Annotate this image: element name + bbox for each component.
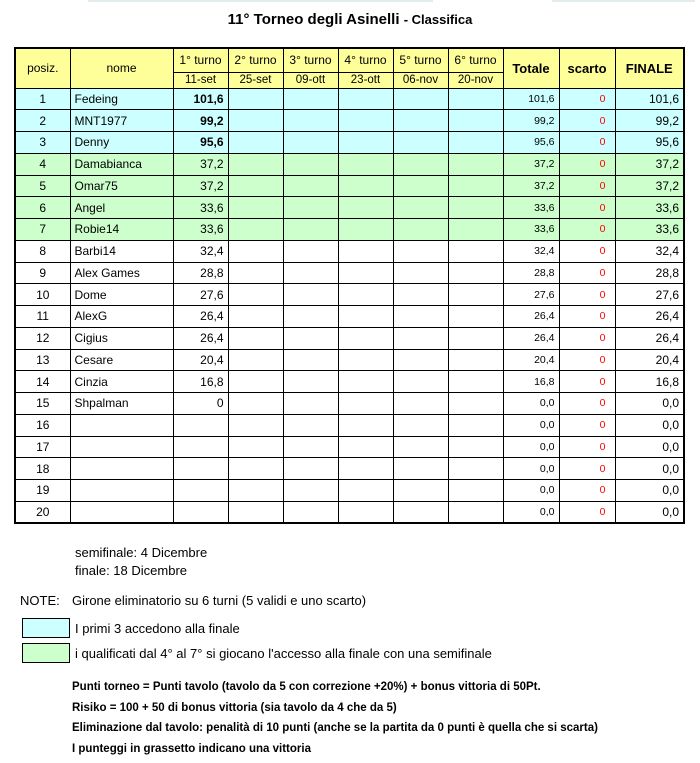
round-score-cell [173,414,228,436]
round-score-cell: 20,4 [173,349,228,371]
round-score-cell [448,88,503,110]
round-score-cell [173,458,228,480]
page-title-main: 11° Torneo degli Asinelli [227,11,400,28]
total-cell: 0,0 [503,436,559,458]
round-score-cell [283,436,338,458]
total-cell: 20,4 [503,349,559,371]
player-name-cell [70,480,173,502]
position-cell: 15 [15,393,70,415]
header-round-4: 4° turno [338,48,393,72]
final-cell: 33,6 [615,219,684,241]
final-cell: 32,4 [615,240,684,262]
round-score-cell [338,153,393,175]
standings-row [15,501,684,523]
player-name-cell [70,414,173,436]
total-cell: 33,6 [503,219,559,241]
round-score-cell [338,284,393,306]
round-score-cell: 16,8 [173,371,228,393]
round-score-cell [338,501,393,523]
final-cell: 0,0 [615,480,684,502]
note-label: NOTE: [20,593,60,608]
player-name-cell: Cesare [70,349,173,371]
discard-cell: 0 [559,371,615,393]
round-score-cell [393,327,448,349]
discard-cell: 0 [559,327,615,349]
final-cell: 27,6 [615,284,684,306]
header-finale: FINALE [615,48,684,88]
round-score-cell [228,349,283,371]
round-score-cell [393,132,448,154]
discard-cell: 0 [559,153,615,175]
round-score-cell [448,110,503,132]
position-cell: 17 [15,436,70,458]
final-cell: 95,6 [615,132,684,154]
position-cell: 10 [15,284,70,306]
round-score-cell: 37,2 [173,153,228,175]
position-cell: 6 [15,197,70,219]
round-score-cell [283,88,338,110]
standings-row [15,306,684,328]
total-cell: 37,2 [503,153,559,175]
header-date-5: 06-nov [393,72,448,88]
round-score-cell [283,175,338,197]
round-score-cell [228,262,283,284]
standings-row [15,153,684,175]
round-score-cell: 28,8 [173,262,228,284]
round-score-cell [228,240,283,262]
round-score-cell [283,414,338,436]
round-score-cell [448,501,503,523]
round-score-cell [448,197,503,219]
player-name-cell: Cinzia [70,371,173,393]
total-cell: 0,0 [503,501,559,523]
header-date-3: 09-ott [283,72,338,88]
discard-cell: 0 [559,175,615,197]
standings-row [15,175,684,197]
total-cell: 28,8 [503,262,559,284]
round-score-cell [448,240,503,262]
round-score-cell [228,88,283,110]
legend-semifinalists [22,643,700,663]
final-cell: 0,0 [615,458,684,480]
round-score-cell [393,88,448,110]
round-score-cell [283,110,338,132]
standings-row [15,480,684,502]
discard-cell: 0 [559,414,615,436]
final-date-line: finale: 18 Dicembre [75,563,187,578]
final-cell: 37,2 [615,175,684,197]
header-round-6: 6° turno [448,48,503,72]
round-score-cell [228,175,283,197]
discard-cell: 0 [559,306,615,328]
header-scarto: scarto [559,48,615,88]
round-score-cell [448,284,503,306]
round-score-cell [338,480,393,502]
round-score-cell [448,219,503,241]
round-score-cell [283,153,338,175]
header-nome: nome [70,48,173,88]
position-cell: 20 [15,501,70,523]
round-score-cell [393,458,448,480]
round-score-cell [393,197,448,219]
position-cell: 7 [15,219,70,241]
total-cell: 16,8 [503,371,559,393]
round-score-cell: 37,2 [173,175,228,197]
final-cell: 16,8 [615,371,684,393]
round-score-cell [338,175,393,197]
note-text: Girone eliminatorio su 6 turni (5 validi e uno scarto) [72,593,367,608]
round-score-cell [393,501,448,523]
total-cell: 101,6 [503,88,559,110]
round-score-cell [338,436,393,458]
round-score-cell: 33,6 [173,219,228,241]
round-score-cell [338,262,393,284]
round-score-cell: 32,4 [173,240,228,262]
final-cell: 0,0 [615,501,684,523]
standings-row [15,414,684,436]
round-score-cell: 33,6 [173,197,228,219]
standings-row [15,132,684,154]
round-score-cell [338,240,393,262]
table-body [15,88,684,523]
round-score-cell [393,284,448,306]
header-round-2: 2° turno [228,48,283,72]
round-score-cell [393,480,448,502]
player-name-cell: Robie14 [70,219,173,241]
total-cell: 95,6 [503,132,559,154]
round-score-cell [448,371,503,393]
round-score-cell [338,349,393,371]
round-score-cell [448,175,503,197]
player-name-cell: Barbi14 [70,240,173,262]
rule-elimination: Eliminazione dal tavolo: penalità di 10 punti (anche se la partita da 0 punti è quella che si scarta) [72,722,598,734]
discard-cell: 0 [559,349,615,371]
standings-row [15,110,684,132]
round-score-cell [393,414,448,436]
position-cell: 4 [15,153,70,175]
header-date-1: 11-set [173,72,228,88]
player-name-cell: MNT1977 [70,110,173,132]
player-name-cell: Cigius [70,327,173,349]
round-score-cell [283,197,338,219]
round-score-cell [228,501,283,523]
header-row-labels [15,48,684,72]
round-score-cell [228,393,283,415]
round-score-cell: 95,6 [173,132,228,154]
standings-row [15,327,684,349]
rules-block [72,677,700,759]
final-cell: 26,4 [615,327,684,349]
standings-row [15,284,684,306]
round-score-cell: 27,6 [173,284,228,306]
round-score-cell [228,458,283,480]
round-score-cell [393,306,448,328]
round-score-cell [338,197,393,219]
position-cell: 8 [15,240,70,262]
round-score-cell [338,414,393,436]
round-score-cell [338,371,393,393]
round-score-cell [283,306,338,328]
round-score-cell [228,436,283,458]
schedule-block [75,544,700,580]
round-score-cell [283,219,338,241]
round-score-cell [283,349,338,371]
player-name-cell: Fedeing [70,88,173,110]
standings-row [15,197,684,219]
round-score-cell [393,240,448,262]
round-score-cell [448,349,503,371]
round-score-cell [448,458,503,480]
position-cell: 3 [15,132,70,154]
discard-cell: 0 [559,393,615,415]
rule-bold-victory: I punteggi in grassetto indicano una vittoria [72,742,311,755]
discard-cell: 0 [559,436,615,458]
finalists-color-swatch [22,618,70,638]
position-cell: 14 [15,371,70,393]
round-score-cell [448,393,503,415]
final-cell: 0,0 [615,393,684,415]
round-score-cell [283,371,338,393]
player-name-cell [70,501,173,523]
discard-cell: 0 [559,262,615,284]
round-score-cell [283,480,338,502]
standings-table [14,47,685,524]
round-score-cell: 99,2 [173,110,228,132]
round-score-cell [448,480,503,502]
final-cell: 99,2 [615,110,684,132]
round-score-cell [338,132,393,154]
round-score-cell [448,132,503,154]
discard-cell: 0 [559,132,615,154]
round-score-cell [173,501,228,523]
round-score-cell [228,153,283,175]
final-cell: 37,2 [615,153,684,175]
standings-row [15,349,684,371]
note-line [20,593,700,608]
position-cell: 19 [15,480,70,502]
header-date-4: 23-ott [338,72,393,88]
round-score-cell [338,458,393,480]
total-cell: 0,0 [503,393,559,415]
player-name-cell: AlexG [70,306,173,328]
player-name-cell: Alex Games [70,262,173,284]
round-score-cell: 26,4 [173,327,228,349]
round-score-cell [283,327,338,349]
round-score-cell [393,393,448,415]
round-score-cell [283,458,338,480]
round-score-cell [448,414,503,436]
final-cell: 26,4 [615,306,684,328]
semifinal-date-line: semifinale: 4 Dicembre [75,545,208,560]
round-score-cell [448,306,503,328]
round-score-cell [338,219,393,241]
player-name-cell: Shpalman [70,393,173,415]
total-cell: 26,4 [503,306,559,328]
round-score-cell [393,262,448,284]
header-date-6: 20-nov [448,72,503,88]
final-cell: 28,8 [615,262,684,284]
round-score-cell [338,88,393,110]
top-edge-artifact [88,0,433,2]
round-score-cell [173,480,228,502]
standings-row [15,240,684,262]
position-cell: 2 [15,110,70,132]
player-name-cell: Omar75 [70,175,173,197]
round-score-cell [338,306,393,328]
round-score-cell [228,327,283,349]
position-cell: 18 [15,458,70,480]
header-date-2: 25-set [228,72,283,88]
round-score-cell [448,262,503,284]
position-cell: 12 [15,327,70,349]
round-score-cell: 26,4 [173,306,228,328]
round-score-cell [283,240,338,262]
standings-row [15,219,684,241]
total-cell: 27,6 [503,284,559,306]
total-cell: 37,2 [503,175,559,197]
round-score-cell [228,197,283,219]
position-cell: 13 [15,349,70,371]
round-score-cell [448,436,503,458]
round-score-cell [228,480,283,502]
round-score-cell [393,153,448,175]
semifinalists-color-swatch [22,643,70,663]
round-score-cell [283,284,338,306]
round-score-cell [283,393,338,415]
round-score-cell [393,219,448,241]
round-score-cell: 0 [173,393,228,415]
round-score-cell [283,262,338,284]
round-score-cell [338,393,393,415]
page-title [0,0,700,29]
standings-row [15,458,684,480]
discard-cell: 0 [559,284,615,306]
round-score-cell [228,110,283,132]
final-cell: 33,6 [615,197,684,219]
position-cell: 16 [15,414,70,436]
top-edge-artifact [552,0,695,2]
header-round-3: 3° turno [283,48,338,72]
discard-cell: 0 [559,501,615,523]
round-score-cell [393,371,448,393]
position-cell: 5 [15,175,70,197]
finalists-legend-text: I primi 3 accedono alla finale [75,620,240,636]
final-cell: 0,0 [615,436,684,458]
player-name-cell [70,436,173,458]
total-cell: 26,4 [503,327,559,349]
position-cell: 9 [15,262,70,284]
total-cell: 0,0 [503,480,559,502]
final-cell: 20,4 [615,349,684,371]
standings-row [15,88,684,110]
round-score-cell: 101,6 [173,88,228,110]
round-score-cell [228,284,283,306]
round-score-cell [448,153,503,175]
discard-cell: 0 [559,197,615,219]
rule-points: Punti torneo = Punti tavolo (tavolo da 5 con correzione +20%) + bonus vittoria di 50Pt. [72,681,541,693]
player-name-cell: Dome [70,284,173,306]
round-score-cell [228,219,283,241]
semifinalists-legend-text: i qualificati dal 4° al 7° si giocano l'accesso alla finale con una semifinale [75,645,492,661]
round-score-cell [393,436,448,458]
total-cell: 0,0 [503,458,559,480]
position-cell: 1 [15,88,70,110]
total-cell: 0,0 [503,414,559,436]
total-cell: 32,4 [503,240,559,262]
player-name-cell: Angel [70,197,173,219]
final-cell: 0,0 [615,414,684,436]
round-score-cell [393,175,448,197]
header-round-1: 1° turno [173,48,228,72]
round-score-cell [228,132,283,154]
discard-cell: 0 [559,458,615,480]
round-score-cell [393,349,448,371]
discard-cell: 0 [559,219,615,241]
legend-finalists [22,618,700,638]
round-score-cell [228,371,283,393]
discard-cell: 0 [559,88,615,110]
position-cell: 11 [15,306,70,328]
player-name-cell: Damabianca [70,153,173,175]
round-score-cell [338,327,393,349]
standings-row [15,371,684,393]
header-posiz: posiz. [15,48,70,88]
standings-row [15,262,684,284]
round-score-cell [228,306,283,328]
round-score-cell [228,414,283,436]
page-title-sub: - Classifica [403,12,473,27]
player-name-cell [70,458,173,480]
discard-cell: 0 [559,240,615,262]
round-score-cell [393,110,448,132]
total-cell: 33,6 [503,197,559,219]
header-totale: Totale [503,48,559,88]
round-score-cell [448,327,503,349]
standings-row [15,436,684,458]
standings-row [15,393,684,415]
round-score-cell [338,110,393,132]
round-score-cell [283,132,338,154]
table-header [15,48,684,88]
header-round-5: 5° turno [393,48,448,72]
final-cell: 101,6 [615,88,684,110]
player-name-cell: Denny [70,132,173,154]
round-score-cell [283,501,338,523]
round-score-cell [173,436,228,458]
discard-cell: 0 [559,110,615,132]
discard-cell: 0 [559,480,615,502]
rule-risiko: Risiko = 100 + 50 di bonus vittoria (sia tavolo da 4 che da 5) [72,701,397,714]
total-cell: 99,2 [503,110,559,132]
